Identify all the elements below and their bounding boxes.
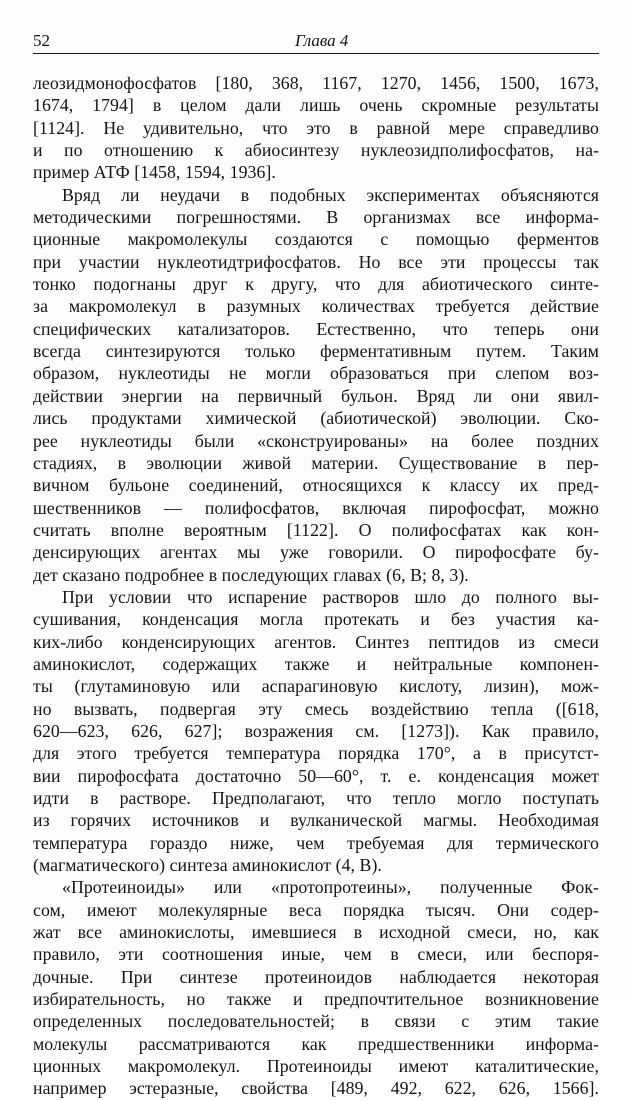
text-line: жат все аминокислоты, имевшиеся в исходной смеси, но, как [33, 922, 599, 943]
text-line: ких-либо конденсирующих агентов. Синтез пептидов из смеси [33, 631, 599, 652]
text-line: лись продуктами химической (абиотической) эволюции. Ско- [33, 408, 599, 429]
text-line: денсирующих агентах мы уже говорили. О пирофосфате бу- [33, 542, 599, 563]
text-line: специфических катализаторов. Естественно, что теперь они [33, 318, 599, 339]
text-line: вии пирофосфата достаточно 50—60°, т. е. конденсация может [33, 765, 599, 786]
text-line: [1124]. Не удивительно, что это в равной мере справедливо [33, 117, 599, 138]
text-line: вичном бульоне соединений, относящихся к классу их пред- [33, 475, 599, 496]
text-line: пример АТФ [1458, 1594, 1936]. [33, 162, 276, 183]
text-line: молекулы рассматриваются как предшественники информа- [33, 1033, 599, 1054]
body-text [33, 72, 599, 1100]
text-line: при участии нуклеотидтрифосфатов. Но все эти процессы так [33, 251, 599, 272]
text-line: стадиях, в эволюции живой материи. Существование в пер- [33, 452, 599, 473]
page-number: 52 [33, 31, 50, 50]
text-line: сом, имеют молекулярные веса порядка тысяч. Они содер- [33, 899, 599, 920]
text-line: дет сказано подробнее в последующих главах (6, В; 8, 3). [33, 564, 469, 585]
text-line: всегда синтезируются только ферментативным путем. Таким [33, 341, 599, 362]
text-line: например эстеразные, свойства [489, 492, 622, 626, 1566]. [33, 1078, 599, 1099]
text-line: Вряд ли неудачи в подобных экспериментах объясняются [62, 184, 599, 205]
text-line: дочные. При синтезе протеиноидов наблюдается некоторая [33, 966, 599, 987]
text-line: рее нуклеотиды были «сконструированы» на более поздних [33, 430, 599, 451]
text-line: При условии что испарение растворов шло до полного вы- [62, 586, 599, 607]
text-line: методическими погрешностями. В организмах все информа- [33, 207, 599, 228]
text-line: для этого требуется температура порядка 170°, а в присутст- [33, 743, 599, 764]
text-line: и по отношению к абиосинтезу нуклеозидполифосфатов, на- [33, 140, 599, 161]
page-header [33, 29, 599, 54]
text-line: действии энергии на первичный бульон. Вряд ли они явил- [33, 385, 599, 406]
text-line: 620—623, 626, 627]; возражения см. [1273]). Как правило, [33, 720, 599, 741]
text-line: сушивания, конденсация могла протекать и без участия ка- [33, 609, 599, 630]
text-line: ционные макромолекулы создаются с помощью ферментов [33, 229, 599, 250]
text-line: за макромолекул в разумных количествах требуется действие [33, 296, 599, 317]
text-line: леозидмонофосфатов [180, 368, 1167, 1270, 1456, 1500, 1673, [33, 73, 599, 93]
text-line: определенных последовательностей; в связи с этим такие [33, 1011, 599, 1032]
text-line: 1674, 1794] в целом дали лишь очень скромные результаты [33, 95, 599, 116]
text-line: «Протеиноиды» или «протопротеины», полученные Фок- [62, 877, 599, 898]
text-line: идти в растворе. Предполагают, что тепло могло поступать [33, 788, 599, 808]
text-line: избирательность, но также и предпочтительное возникновение [33, 989, 599, 1010]
text-line: образом, нуклеотиды не могли образоваться при слепом воз- [33, 363, 599, 384]
text-line: шественников — полифосфатов, включая пирофосфат, можно [33, 497, 599, 518]
text-line: но вызвать, подвергая эту смесь воздействию тепла ([618, [33, 698, 599, 719]
text-line: температура гораздо ниже, чем требуемая для термического [33, 832, 599, 853]
text-line: из горячих источников и вулканической магмы. Необходимая [33, 810, 599, 831]
text-line: (магматического) синтеза аминокислот (4, В). [33, 855, 382, 876]
text-line: правило, эти соотношения иные, чем в смеси, или беспоря- [33, 944, 599, 965]
text-line: ционных макромолекул. Протеиноиды имеют каталитические, [33, 1056, 599, 1077]
text-line: тонко подогнаны друг к другу, что для абиотического синте- [33, 274, 599, 295]
text-line: аминокислот, содержащих также и нейтральные компонен- [33, 653, 599, 674]
chapter-running-head: Глава 4 [295, 31, 349, 50]
text-line: ты (глутаминовую или аспарагиновую кислоту, лизин), мож- [33, 676, 599, 697]
text-line: считать вполне вероятным [1122]. О полифосфатах как кон- [33, 519, 599, 540]
